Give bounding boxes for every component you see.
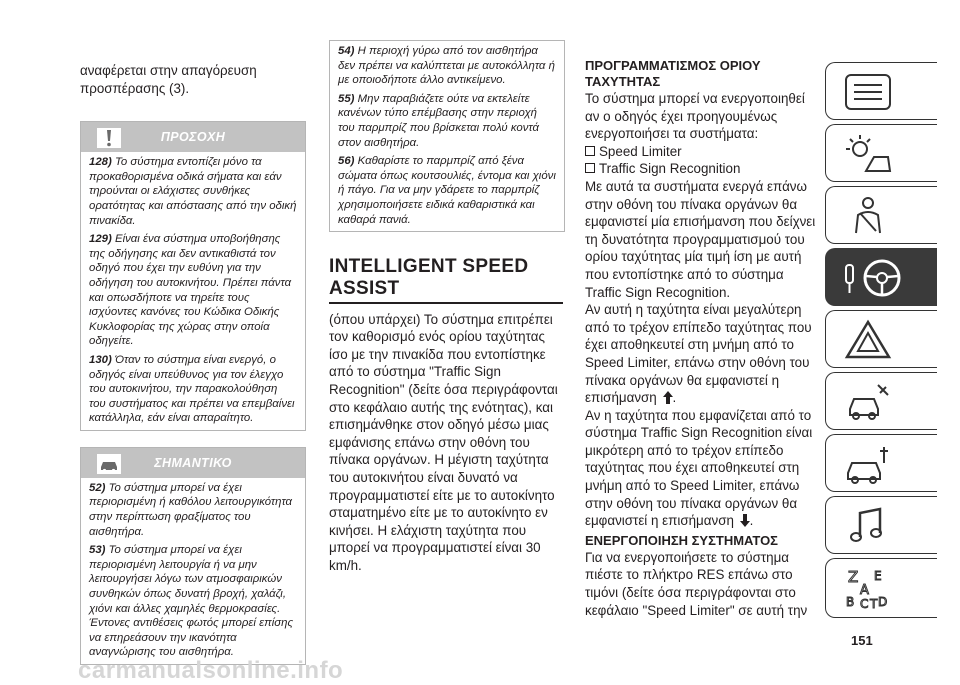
paragraph: Αν αυτή η ταχύτητα είναι μεγαλύτερη από το τρέχον επίπεδο ταχύτητας που έχει αποθηκευτεί στη μνήμη από το Speed Limiter, επάνω στην οθόνη του πίνακα οργάνων θα εμφανιστεί η επισήμανση . — [585, 302, 812, 406]
section-heading: ΕΝΕΡΓΟΠΟΙΗΣΗ ΣΥΣΤΗΜΑΤΟΣ — [585, 532, 778, 548]
checkbox-bullet-icon — [585, 146, 595, 156]
note-box-continued — [329, 40, 565, 232]
tab-specs[interactable] — [825, 434, 937, 492]
section-heading: ΠΡΟΓΡΑΜΜΑΤΙΣΜΟΣ ΟΡΙΟΥ — [585, 58, 761, 73]
tab-multimedia[interactable] — [825, 496, 937, 554]
steering-wheel-key-icon — [844, 257, 906, 299]
svg-text:T: T — [870, 597, 878, 610]
warning-item: 130) Όταν το σύστημα είναι ενεργό, ο οδηγός είναι υπεύθυνος για τον έλεγχο του αυτοκινήτου, την παρακολούθηση του συστήματος και πρέπει να επεμβαίνει κατάλληλα, εάν είναι απαραίτητο. — [89, 353, 295, 425]
note-box — [80, 447, 306, 665]
warning-item: 129) Είναι ένα σύστημα υποβοήθησης της οδήγησης και δεν αντικαθιστά τον οδηγό που έχει την ευθύνη για την οδήγηση του αυτοκινήτου. Πρέπει πάντα και οπωσδήποτε να τηρείτε τους ισχύοντες κανόνες του Κώδικα Οδικής Κυκλοφορίας της χώρας στην οποία οδηγείτε. — [89, 233, 292, 348]
page-number: 151 — [851, 633, 873, 648]
seatbelt-person-icon — [844, 195, 892, 237]
music-note-icon — [844, 505, 892, 547]
note-item: 53) Το σύστημα μπορεί να έχει περιορισμένη λειτουργία ή να μην λειτουργήσει λόγω των ατμοσφαιρικών συνθηκών όπως δυνατή βροχή, χαλάζι, χιόνι και άλλες χαμηλές θερμοκρασίες. Έντονες αντιθέσεις φωτός μπορεί επίσης να επηρεάσουν την ικανότητα αναγνώρισης του αισθητήρα. — [89, 544, 294, 659]
tab-safety[interactable] — [825, 186, 937, 244]
paragraph: Αν η ταχύτητα που εμφανίζεται από το σύστημα Traffic Sign Recognition είναι μικρότερη από το τρέχον επίπεδο ταχύτητας που έχει αποθηκευτεί στη μνήμη από το Speed Limiter, επάνω στην οθόνη του πίνακα οργάνων θα εμφανιστεί η επισήμανση . — [585, 407, 813, 529]
svg-text:B: B — [846, 595, 855, 609]
tab-dashboard[interactable] — [825, 62, 937, 120]
note-box-title: ΣΗΜΑΝΤΙΚΟ — [154, 455, 232, 470]
tab-lights[interactable] — [825, 124, 937, 182]
note-item: 52) Το σύστημα μπορεί να έχει περιορισμένη ή καθόλου λειτουργικότητα στην περίπτωση φραξίματος του αισθητήρα. — [89, 481, 293, 538]
alphabet-index-icon — [844, 566, 892, 610]
checkbox-bullet-icon — [585, 163, 595, 173]
tab-service[interactable] — [825, 372, 937, 430]
arrow-down-icon — [740, 514, 750, 527]
section-heading: ΤΑΧΥΤΗΤΑΣ — [585, 74, 661, 89]
arrow-up-icon — [663, 391, 673, 404]
warning-box-title: ΠΡΟΣΟΧΗ — [160, 130, 226, 145]
bullet-item: Speed Limiter — [585, 143, 820, 161]
column-1 — [80, 62, 304, 665]
warning-box-header — [81, 122, 305, 152]
warning-box — [80, 121, 306, 431]
bullet-item: Traffic Sign Recognition — [585, 160, 820, 178]
svg-text:C: C — [860, 597, 869, 610]
warning-item: 128) Το σύστημα εντοπίζει μόνο τα προκαθορισμένα οδικά σήματα και εάν τηρούνται οι ελάχιστες συνθήκες ορατότητας και απόστασης από την οδική πινακίδα. — [89, 156, 297, 227]
watermark: carmanualsonline.info — [78, 657, 344, 684]
note-box-header — [81, 448, 305, 478]
svg-text:Z: Z — [848, 568, 859, 586]
sun-lights-icon — [844, 133, 892, 175]
heading-rule — [329, 302, 563, 304]
paragraph: Για να ενεργοποιήσετε το σύστημα πιέστε το πλήκτρο RES επάνω στο τιμόνι (δείτε όσα περιγράφονται στο κεφάλαιο "Speed Limiter" σε αυτή την — [585, 549, 808, 618]
service-car-icon — [844, 381, 892, 423]
note-item: 56) Καθαρίστε το παρμπρίζ από ξένα σώματα όπως κουτσουλιές, έντομα και χιόνι ή πάγο. Για να μην γδάρετε το παρμπρίζ χρησιμοποιήσετε ειδικά καθαριστικά και καθαρά πανιά. — [338, 155, 556, 226]
svg-text:A: A — [860, 583, 869, 598]
intro-text: αναφέρεται στην απαγόρευση προσπέρασης (3). — [80, 63, 257, 96]
paragraph: Με αυτά τα συστήματα ενεργά επάνω στην οθόνη του πίνακα οργάνων θα εμφανιστεί μία επισήμανση που δείχνει τη δυνατότητα προγραμματισμού του ορίου ταχύτητας μία τιμή ίση με αυτή που εντοπίστηκε από το σύστημα Traffic Sign Recognition. — [585, 178, 816, 300]
svg-text:E: E — [874, 569, 882, 583]
warning-triangle-icon — [844, 319, 892, 361]
column-2 — [329, 40, 565, 575]
tab-emergency[interactable] — [825, 310, 937, 368]
dashboard-icon — [844, 71, 892, 113]
section-heading: INTELLIGENT SPEED ASSIST — [329, 256, 529, 300]
column-3 — [585, 58, 820, 619]
note-item: 54) Η περιοχή γύρω από τον αισθητήρα δεν πρέπει να καλύπτεται με αυτοκόλλητα ή με οποιοδήποτε άλλο αντικείμενο. — [338, 45, 555, 87]
paragraph: Το σύστημα μπορεί να ενεργοποιηθεί αν ο οδηγός έχει προηγουμένως ενεργοποιήσει τα συστήματα: — [585, 91, 805, 142]
car-specs-icon — [844, 443, 892, 485]
svg-text:D: D — [878, 595, 888, 609]
tab-index[interactable] — [825, 558, 937, 618]
body-text: (όπου υπάρχει) Το σύστημα επιτρέπει τον καθορισμό ενός ορίου ταχύτητας ίσο με την πινακίδα που εντοπίστηκε από το σύστημα "Traffic Sign Recognition" (δείτε όσα περιγράφονται στο κεφάλαιο αυτής της ενότητας), και επισημάνθηκε στον οδηγό μέσω μιας εμφάνισης επάνω στην οθόνη του πίνακα οργάνων. Η μέγιστη ταχύτητα του αυτοκινήτου είναι δυνατό να προγραμματιστεί είτε με το αυτοκίνητο σταματημένο είτε με το αυτοκίνητο εν κινήσει. Η ελάχιστη ταχύτητα που μπορεί να προγραμματιστεί είναι 30 km/h. — [329, 311, 558, 573]
tab-driving[interactable] — [825, 248, 937, 306]
note-item: 55) Μην παραβιάζετε ούτε να εκτελείτε κανένων τύπο επέμβασης στην περιοχή του παρμπρίζ που βρίσκεται πολύ κοντά στον αισθητήρα. — [338, 92, 540, 149]
